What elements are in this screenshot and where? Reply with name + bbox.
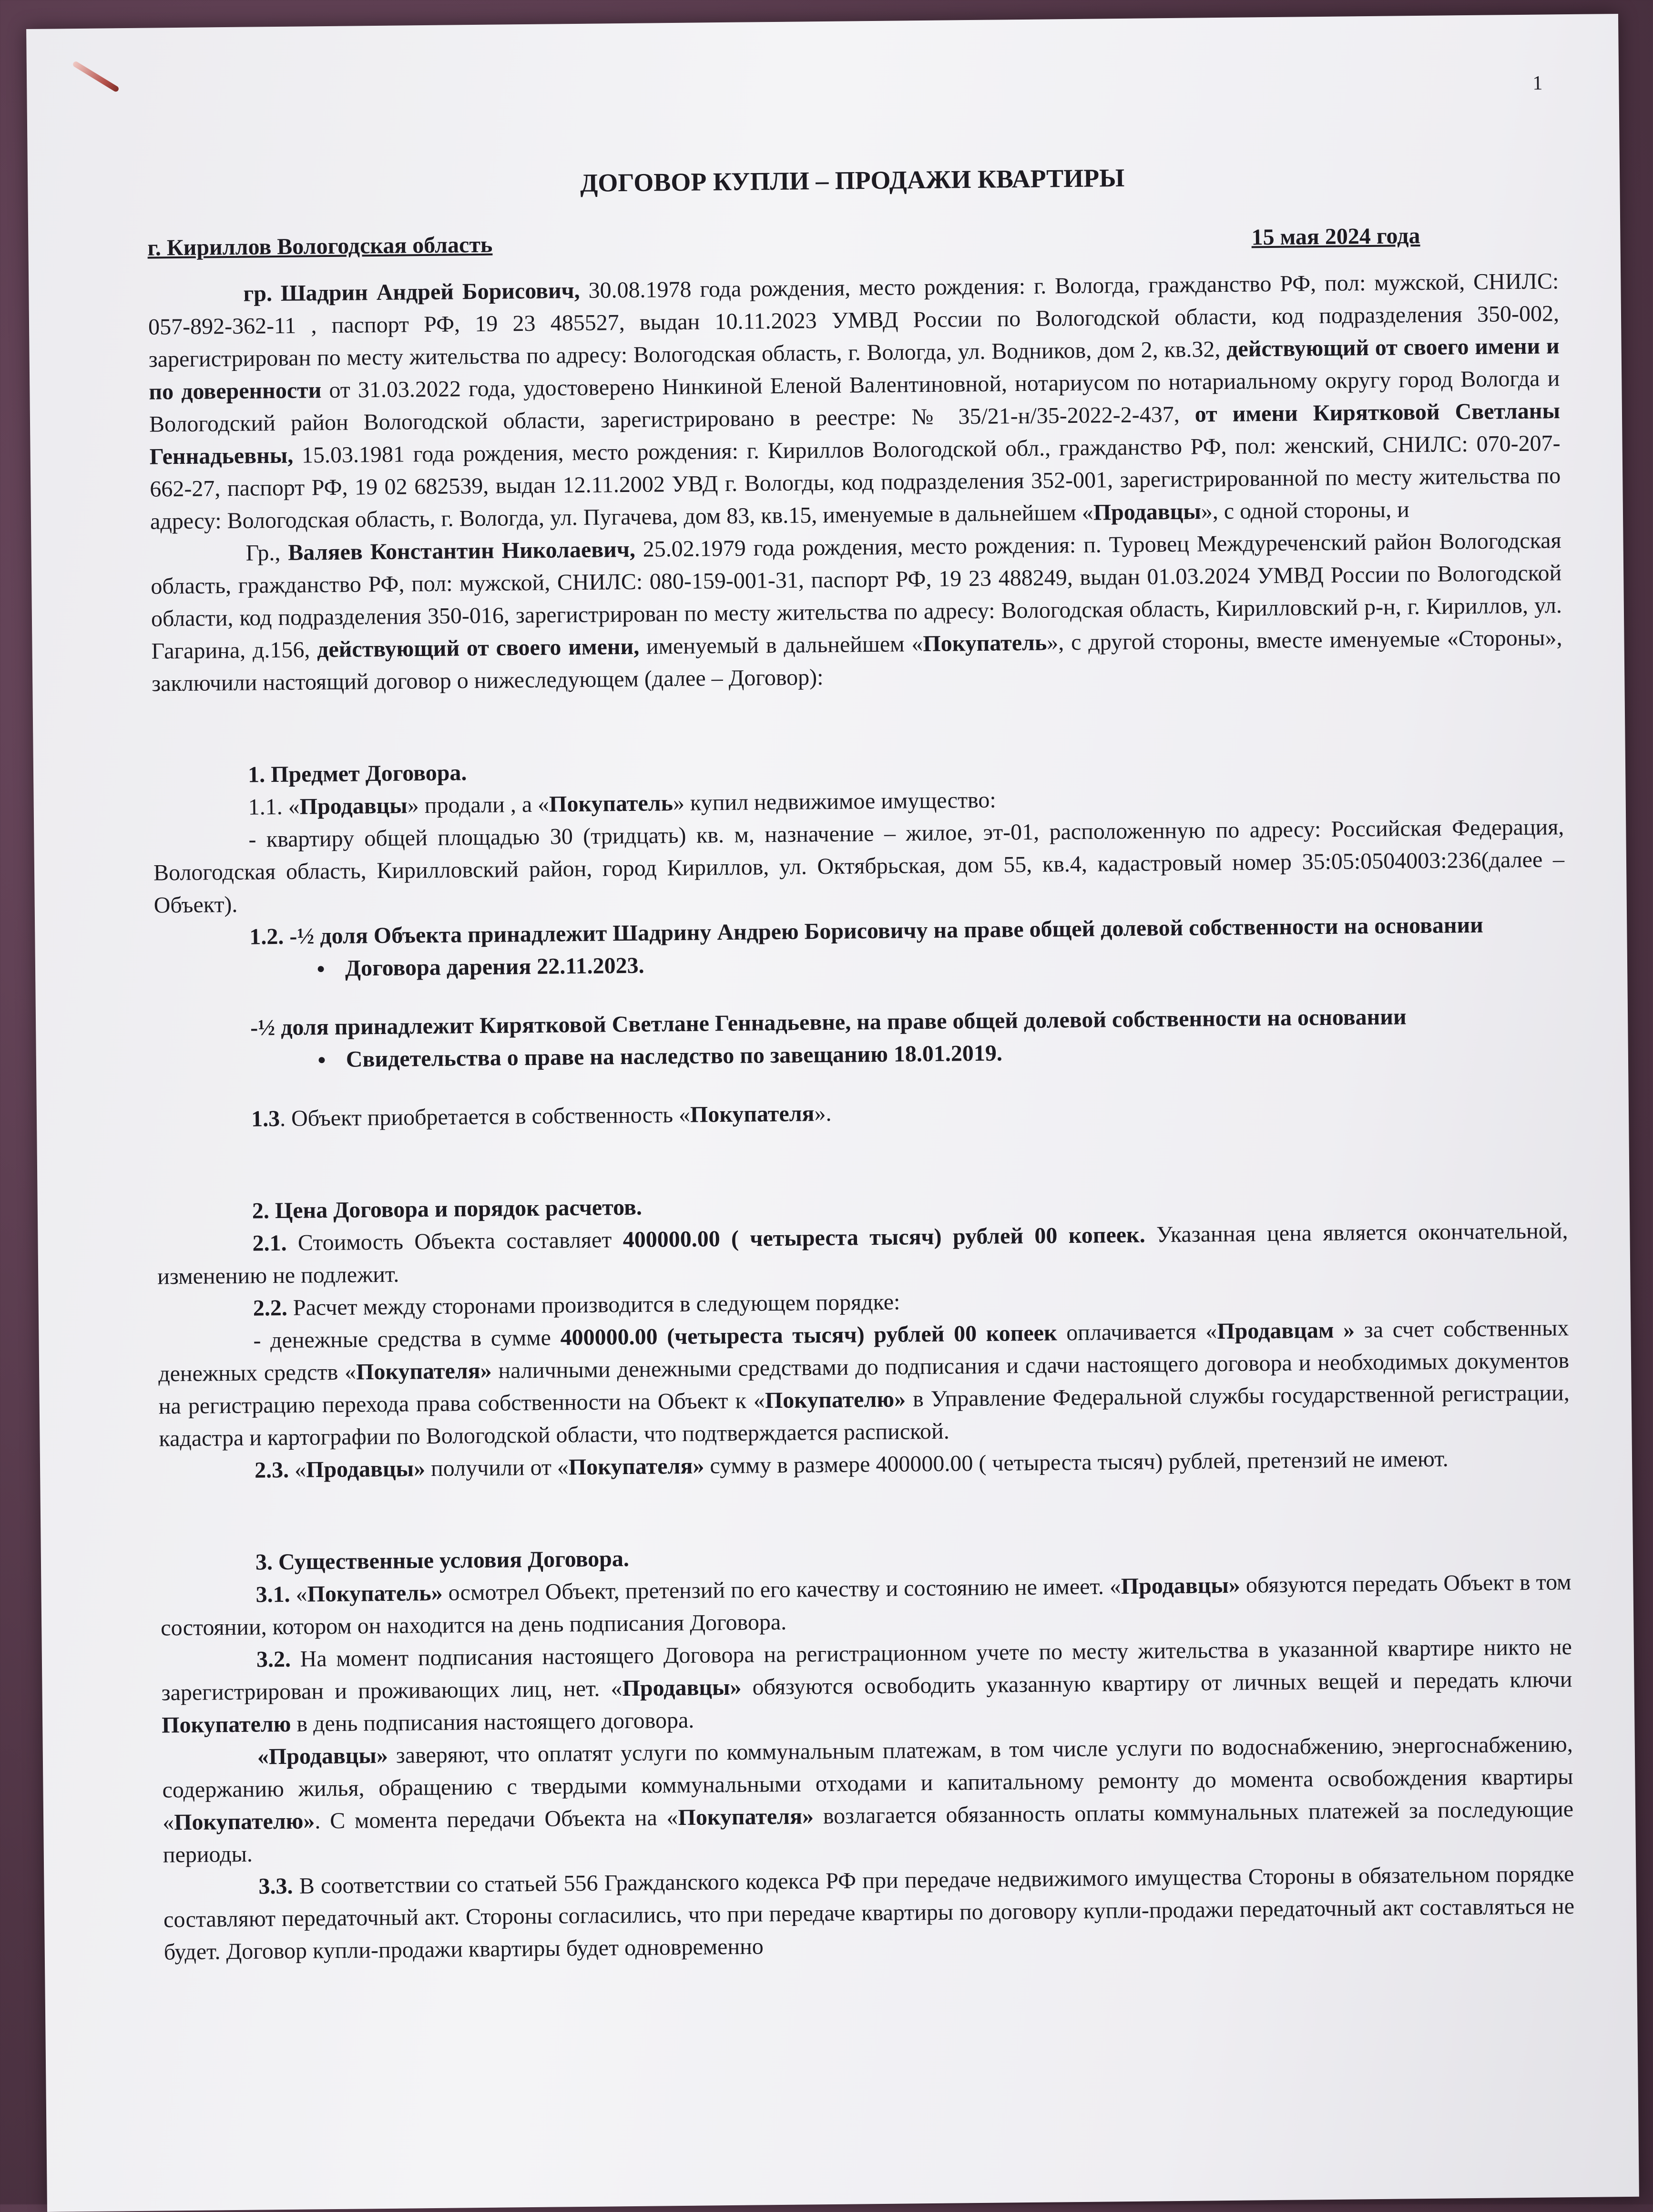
buyer-term-gen-4: Покупателя» (678, 1803, 814, 1831)
clause-1-3-end: ». (814, 1100, 832, 1126)
section1-heading: 1. Предмет Договора. (247, 760, 467, 788)
clause-3-1-text: осмотрел Объект, претензий по его качеству и состоянию не имеет. « (442, 1574, 1122, 1606)
party1-principal-details: 15.03.1981 года рождения, место рождения: г. Кириллов Вологодской обл., гражданство РФ, пол: женский, СНИЛС: 070-207-662-27, паспорт РФ, 19 02 682539, выдан 12.11.2002 УВД г. Вологды, код подразделения 352-001, зарегистрированной по месту жительства по адресу: Вологодская область, г. Вологда, ул. Пугачева, дом 83, кв.15, именуемые в дальнейшем « (150, 430, 1561, 534)
clause-1-1-item: - квартиру общей площадью 30 (тридцать) кв. м, назначение – жилое, эт-01, расположенную по адресу: Российская Федерация, Вологодская область, Кирилловский район, город Кириллов, ул. Октябрьская, дом 55, кв.4, кадастровый номер 35:05:0504003:236(далее – Объект). (153, 814, 1565, 918)
party2-details: 25.02.1979 года рождения, место рождения: п. Туровец Междуреченский район Вологодская область, гражданство РФ, пол: мужской, СНИЛС: 080-159-001-31, паспорт РФ, 19 23 488249, выдан 01.03.2024 УМВД России по Вологодской области, код подразделения 350-016, зарегистрирован по месту жительства по адресу: Вологодская область, Кирилловский р-н, г. Кириллов, ул. Гагарина, д.156, (151, 528, 1562, 664)
payment-text: оплачивается « (1057, 1319, 1217, 1346)
party2-named: именуемый в дальнейшем « (639, 631, 923, 659)
clause-1-3-num: 1.3 (251, 1106, 280, 1132)
clause-3-2-utilities (162, 1728, 1574, 1871)
clause-2-1-num: 2.1. (252, 1230, 287, 1256)
place: г. Кириллов Вологодская область (147, 232, 493, 261)
utilities-text: заверяют, что оплатят услуги по коммунальным платежам, в том числе услуги по водоснабжению, энергоснабжению, содержанию жилья, обращению с твердыми коммунальными отходами и капитальному ремонту до момента освобождения квартиры « (162, 1731, 1573, 1835)
clause-3-2-end: в день подписания настоящего договора. (291, 1707, 694, 1737)
clause-3-3-num: 3.3. (258, 1873, 293, 1899)
party1-prefix: гр. (243, 280, 281, 307)
clause-1-1-end: » купил недвижимое имущество: (673, 787, 996, 816)
clause-1-2: 1.2. -½ доля Объекта принадлежит Шадрину Андрею Борисовичу на праве общей долевой собственности на основании (249, 912, 1484, 950)
clause-3-2-keys: обязуются освободить указанную квартиру от личных вещей и передать ключи (741, 1667, 1572, 1700)
party1-power-of-attorney: от 31.03.2022 года, удостоверено Нинкиной Еленой Валентиновной, нотариусом по нотариальному округу город Вологда и Вологодский район Вологодской области, зарегистрировано в реестре: № 35/21-н/35-2022-2-437, (149, 366, 1560, 437)
buyer-term-2: Покупатель» (307, 1580, 443, 1607)
utilities-end: возлагается обязанность оплаты коммунальных платежей за последующие периоды. (163, 1796, 1574, 1868)
party1-on-behalf: от имени Кирятковой Светланы Геннадьевны, (149, 398, 1561, 470)
party1-role: Продавцы (1093, 499, 1202, 525)
clause-3-3-text: В соответствии со статьей 556 Гражданского кодекса РФ при передаче недвижимого имущества Стороны в обязательном порядке составляют передаточный акт. Стороны согласились, что при передаче квартиры по договору купли-продажи передаточный акт составляться не будет. Договор купли-продажи квартиры будет одновременно (163, 1861, 1575, 1965)
payment-intro: - денежные средства в сумме (253, 1325, 561, 1353)
clause-1-1-num: 1.1. « (248, 794, 300, 820)
sellers-term: Продавцы (299, 793, 408, 819)
buyer-term-dat-3: Покупателю» (173, 1808, 315, 1835)
buyer-term-gen-2: Покупателя» (356, 1358, 492, 1385)
clause-2-1-end: Указанная цена является окончательной, изменению не подлежит. (157, 1218, 1568, 1290)
party2-name: Валяев Константин Николаевич, (287, 536, 636, 565)
party1-details: 30.08.1978 года рождения, место рождения: г. Вологда, гражданство РФ, пол: мужской, СНИЛС: 057-892-362-11 , паспорт РФ, 19 23 485527, выдан 10.11.2023 УМВД России по Вологодской области, код подразделения 350-002, зарегистрирован по месту жительства по адресу: Вологодская область, г. Вологда, ул. Водников, дом 2, кв.32, (148, 268, 1560, 372)
bullet-inheritance: ● Свидетельства о праве на наследство по завещанию 18.01.2019. (155, 1032, 1567, 1077)
section3-heading: 3. Существенные условия Договора. (255, 1546, 630, 1575)
clause-1-3-text: . Объект приобретается в собственность « (279, 1102, 691, 1132)
buyer-term-dat: Покупателю» (765, 1386, 906, 1413)
clause-3-2-num: 3.2. (256, 1646, 291, 1672)
clause-2-3-text: получили от « (425, 1454, 569, 1482)
price-amount: 400000.00 ( четыреста тысяч) рублей 00 копеек. (622, 1222, 1145, 1253)
place-date-row (147, 218, 1559, 264)
page-number: 1 (1532, 72, 1543, 94)
clause-2-2-item (158, 1312, 1570, 1455)
clause-1-2-second: -½ доля принадлежит Кирятковой Светлане Геннадьевне, на праве общей долевой собственности на основании (250, 1004, 1407, 1041)
clause-3-1-end: обязуются передать Объект в том состоянии, котором он находится на день подписания Договора. (161, 1569, 1571, 1641)
pin-decoration (72, 61, 120, 93)
utilities-transfer: . С момента передачи Объекта на « (315, 1805, 678, 1834)
sellers-term-dat: Продавцам » (1217, 1317, 1355, 1344)
party2-prefix: Гр., (245, 540, 288, 566)
party1-name: Шадрин Андрей Борисович, (280, 277, 580, 306)
document-title: ДОГОВОР КУПЛИ – ПРОДАЖИ КВАРТИРЫ (580, 163, 1125, 197)
clause-2-2-text: Расчет между сторонами производится в следующем порядке: (287, 1289, 900, 1321)
contract-date: 15 мая 2024 года (1251, 223, 1420, 250)
sellers-term-4: Продавцы» (622, 1674, 742, 1701)
party1-paragraph (148, 265, 1561, 538)
clause-3-3 (163, 1858, 1575, 1968)
sellers-term-5: «Продавцы» (257, 1742, 388, 1770)
party2-role: Покупатель (923, 630, 1047, 657)
clause-2-2-num: 2.2. (253, 1295, 288, 1321)
buyer-term: Покупатель (549, 790, 673, 817)
document-page (26, 14, 1639, 2212)
clause-3-1-num: 3.1. (255, 1581, 290, 1608)
clause-2-1-text: Стоимость Объекта составляет (286, 1227, 623, 1256)
buyer-term-gen: Покупателя (690, 1101, 815, 1127)
party2-acting: действующий от своего имени, (316, 634, 640, 663)
party1-end: », с одной стороны, и (1201, 497, 1410, 524)
clause-2-3-q: « (288, 1457, 306, 1483)
sellers-term-2: Продавцы» (306, 1456, 426, 1483)
payment-end: в Управление Федеральной службы государственной регистрации, кадастра и картографии по Вологодской области, что подтверждается распиской. (159, 1380, 1570, 1452)
party2-paragraph (150, 524, 1562, 700)
payment-amount: 400000.00 (четыреста тысяч) рублей 00 копеек (560, 1320, 1057, 1351)
bullet-gift-agreement: ● Договора дарения 22.11.2023. (154, 941, 1566, 986)
contract-body (147, 157, 1575, 1968)
clause-2-3-num: 2.3. (254, 1457, 289, 1483)
clause-3-2 (161, 1631, 1573, 1741)
clause-3-1-q: « (290, 1581, 307, 1607)
buyer-term-dat-2: Покупателю (161, 1711, 291, 1738)
payment-source: за счет собственных денежных средств « (158, 1315, 1569, 1387)
clause-1-1-text: » продали , а « (407, 791, 550, 819)
sellers-term-3: Продавцы» (1121, 1572, 1241, 1599)
section2-heading: 2. Цена Договора и порядок расчетов. (252, 1194, 643, 1224)
party1-acting: действующий от своего имени и по доверенности (149, 333, 1560, 405)
payment-terms: наличными денежными средствами до подписания и сдачи настоящего договора и необходимых документов на регистрацию перехода права собственности на Объект к « (158, 1348, 1570, 1419)
clause-3-2-text: На момент подписания настоящего Договора на регистрационном учете по месту жительства в указанной квартире никто не зарегистрирован и проживающих лиц, нет. « (161, 1634, 1572, 1706)
clause-2-3-end: сумму в размере 400000.00 ( четыреста тысяч) рублей, претензий не имеют. (704, 1446, 1449, 1479)
buyer-term-gen-3: Покупателя» (568, 1453, 704, 1480)
party2-end: », с другой стороны, вместе именуемые «Стороны», заключили настоящий договор о нижеследующем (далее – Договор): (152, 625, 1562, 696)
